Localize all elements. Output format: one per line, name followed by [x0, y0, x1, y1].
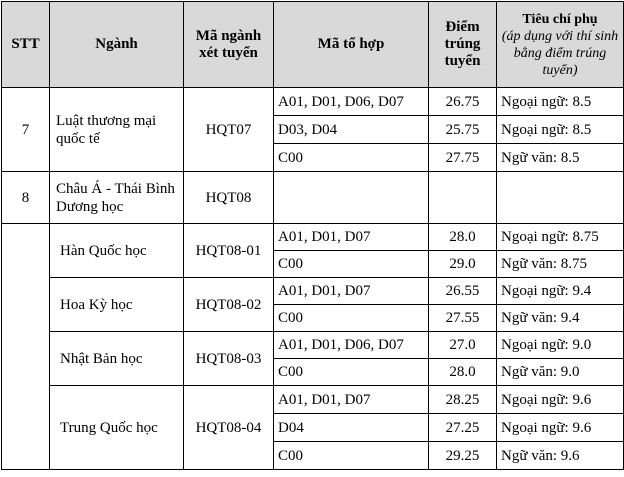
header-row: [2, 2, 624, 88]
ma-nganh-cell: HQT08-01: [184, 224, 274, 278]
diem-cell: 26.75: [429, 88, 497, 116]
tieu-chi-cell: Ngoại ngữ: 8.5: [497, 116, 624, 144]
diem-cell-empty: [429, 172, 497, 224]
stt-cell: 7: [2, 88, 50, 172]
header-tieu-chi-title: Tiêu chí phụ: [522, 11, 598, 27]
diem-cell: 27.0: [429, 332, 497, 359]
ma-nganh-cell: HQT07: [184, 88, 274, 172]
diem-cell: 28.25: [429, 386, 497, 414]
stt-cell: 8: [2, 172, 50, 224]
to-hop-cell: A01, D01, D07: [274, 224, 429, 251]
to-hop-cell: C00: [274, 144, 429, 172]
nganh-cell: Trung Quốc học: [50, 386, 184, 470]
ma-nganh-cell: HQT08: [184, 172, 274, 224]
to-hop-cell: C00: [274, 442, 429, 470]
header-ma-to-hop: Mã tổ hợp: [274, 2, 429, 88]
tieu-chi-cell: Ngoại ngữ: 8.75: [497, 224, 624, 251]
diem-cell: 27.25: [429, 414, 497, 442]
to-hop-cell: C00: [274, 359, 429, 386]
to-hop-cell: C00: [274, 305, 429, 332]
tieu-chi-cell: Ngữ văn: 9.6: [497, 442, 624, 470]
nganh-cell: Nhật Bản học: [50, 332, 184, 386]
diem-cell: 29.25: [429, 442, 497, 470]
header-ma-nganh: Mã ngành xét tuyển: [184, 2, 274, 88]
table-row: [2, 332, 624, 359]
to-hop-cell: A01, D01, D07: [274, 386, 429, 414]
to-hop-cell: D04: [274, 414, 429, 442]
nganh-cell: Luật thương mại quốc tế: [50, 88, 184, 172]
diem-cell: 27.75: [429, 144, 497, 172]
table-row: [2, 88, 624, 116]
header-tieu-chi: [497, 2, 624, 88]
tieu-chi-cell: Ngoại ngữ: 9.6: [497, 386, 624, 414]
to-hop-cell: A01, D01, D06, D07: [274, 88, 429, 116]
diem-cell: 29.0: [429, 251, 497, 278]
stt-cell-empty: [2, 224, 50, 470]
tieu-chi-cell: Ngữ văn: 8.75: [497, 251, 624, 278]
tieu-chi-cell: Ngữ văn: 9.4: [497, 305, 624, 332]
table-row: [2, 278, 624, 305]
diem-cell: 28.0: [429, 359, 497, 386]
tieu-chi-cell-empty: [497, 172, 624, 224]
tieu-chi-cell: Ngoại ngữ: 9.0: [497, 332, 624, 359]
diem-cell: 25.75: [429, 116, 497, 144]
to-hop-cell-empty: [274, 172, 429, 224]
to-hop-cell: A01, D01, D06, D07: [274, 332, 429, 359]
ma-nganh-cell: HQT08-02: [184, 278, 274, 332]
ma-nganh-cell: HQT08-04: [184, 386, 274, 470]
to-hop-cell: D03, D04: [274, 116, 429, 144]
tieu-chi-cell: Ngoại ngữ: 9.6: [497, 414, 624, 442]
table-row: [2, 224, 624, 251]
to-hop-cell: A01, D01, D07: [274, 278, 429, 305]
header-diem: Điểm trúng tuyển: [429, 2, 497, 88]
tieu-chi-cell: Ngoại ngữ: 8.5: [497, 88, 624, 116]
tieu-chi-cell: Ngoại ngữ: 9.4: [497, 278, 624, 305]
tieu-chi-cell: Ngữ văn: 9.0: [497, 359, 624, 386]
header-tieu-chi-note: (áp dụng với thí sinh bằng điểm trúng tuyển): [501, 28, 619, 78]
diem-cell: 28.0: [429, 224, 497, 251]
table-row: [2, 172, 624, 224]
nganh-cell: Hàn Quốc học: [50, 224, 184, 278]
header-stt: STT: [2, 2, 50, 88]
diem-cell: 27.55: [429, 305, 497, 332]
tieu-chi-cell: Ngữ văn: 8.5: [497, 144, 624, 172]
header-nganh: Ngành: [50, 2, 184, 88]
diem-cell: 26.55: [429, 278, 497, 305]
nganh-cell: Châu Á - Thái Bình Dương học: [50, 172, 184, 224]
ma-nganh-cell: HQT08-03: [184, 332, 274, 386]
nganh-cell: Hoa Kỳ học: [50, 278, 184, 332]
to-hop-cell: C00: [274, 251, 429, 278]
table-row: [2, 386, 624, 414]
admission-scores-table: [1, 1, 624, 470]
